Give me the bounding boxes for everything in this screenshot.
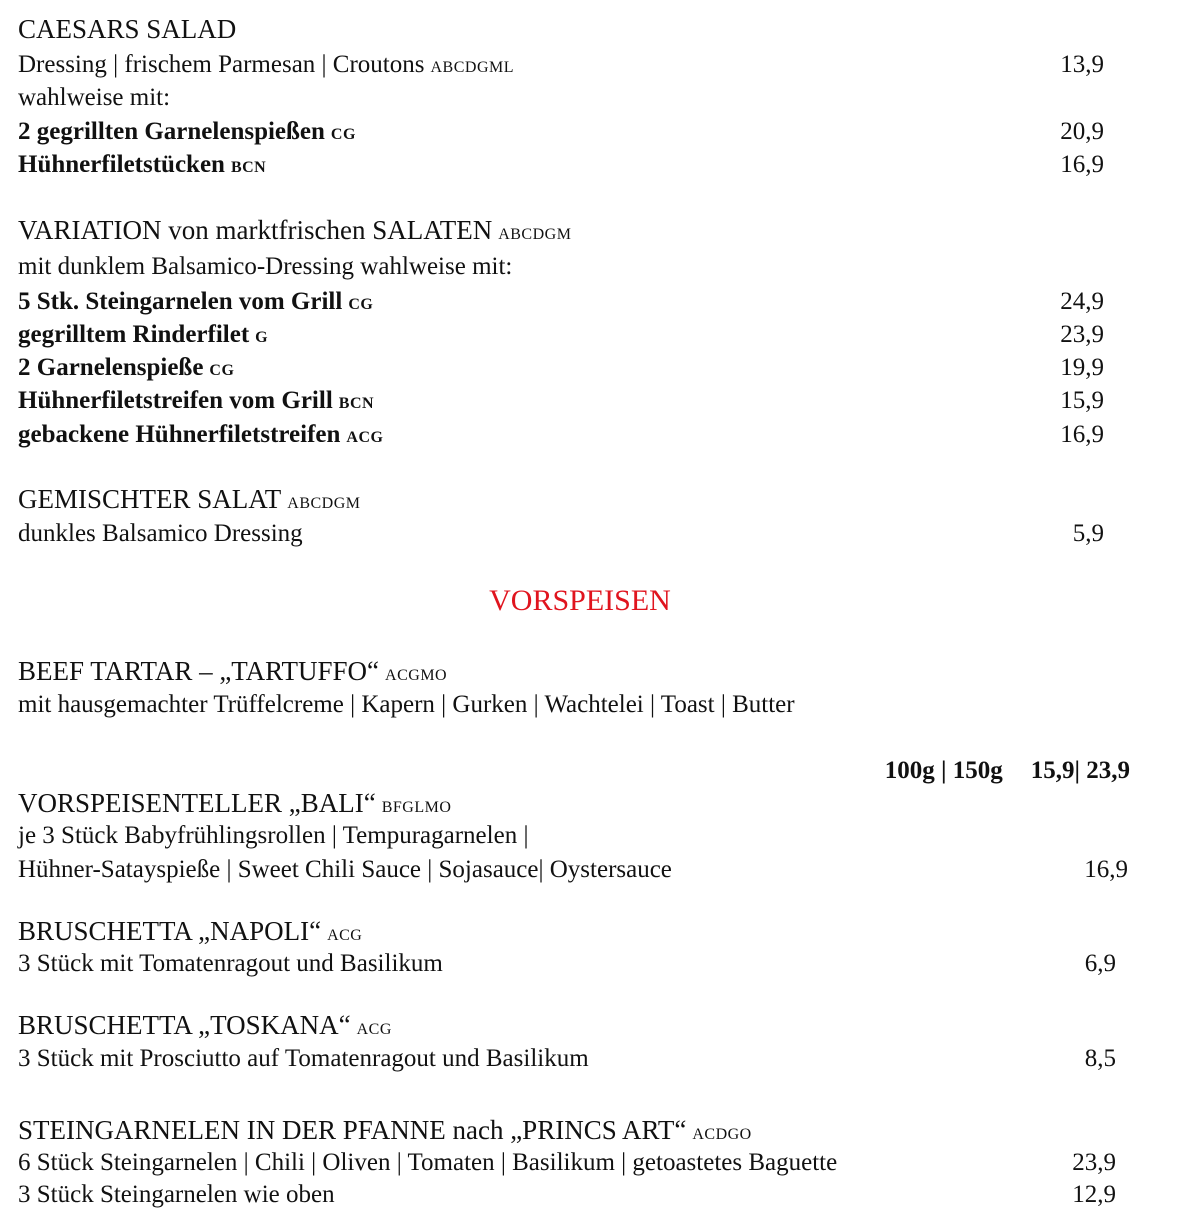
beef-tartar-portion-prices	[885, 756, 1130, 786]
caesar-option-garnelen-price: 20,9	[1060, 118, 1104, 145]
gemischter-salat-description: dunkles Balsamico Dressing	[18, 520, 303, 547]
allergen-codes: ABCDGM	[287, 495, 361, 512]
bruschetta-napoli-description: 3 Stück mit Tomatenragout und Basilikum	[18, 950, 443, 977]
bruschetta-toskana-title: BRUSCHETTA „TOSKANA“ ACG	[18, 1010, 392, 1040]
variation-option-garnelenspiesse: 2 Garnelenspieße CG	[18, 354, 235, 381]
allergen-codes: ACDGO	[692, 1126, 752, 1143]
allergen-codes: ACG	[327, 927, 363, 944]
allergen-codes: ABCDGML	[430, 59, 514, 76]
vorspeisenteller-bali-description-1: je 3 Stück Babyfrühlingsrollen | Tempuragarnelen |	[18, 822, 529, 849]
caesar-option-huehner: Hühnerfiletstücken BCN	[18, 151, 267, 178]
variation-option-rinderfilet: gegrilltem Rinderfilet G	[18, 321, 269, 348]
caesar-option-huehner-price: 16,9	[1060, 151, 1104, 178]
section-heading-vorspeisen: VORSPEISEN	[489, 584, 671, 617]
bruschetta-toskana-description: 3 Stück mit Prosciutto auf Tomatenragout und Basilikum	[18, 1045, 589, 1072]
allergen-codes: ACG	[346, 429, 384, 446]
gemischter-salat-title: GEMISCHTER SALAT ABCDGM	[18, 484, 361, 514]
bruschetta-napoli-title: BRUSCHETTA „NAPOLI“ ACG	[18, 916, 363, 946]
beef-tartar-portions: 100g | 150g	[884, 757, 1003, 784]
allergen-codes: BFGLMO	[381, 799, 452, 816]
allergen-codes: CG	[209, 362, 235, 379]
allergen-codes: ACGMO	[385, 667, 448, 684]
allergen-codes: CG	[330, 126, 356, 143]
caesar-salad-price: 13,9	[1060, 51, 1104, 78]
beef-tartar-description: mit hausgemachter Trüffelcreme | Kapern | Gurken | Wachtelei | Toast | Butter	[18, 691, 795, 718]
vorspeisenteller-bali-title: VORSPEISENTELLER „BALI“ BFGLMO	[18, 788, 452, 818]
caesar-salad-title: CAESARS SALAD	[18, 14, 237, 44]
steingarnelen-princs-description-1: 6 Stück Steingarnelen | Chili | Oliven | Tomaten | Basilikum | getoastetes Baguette	[18, 1149, 838, 1176]
variation-option-garnelenspiesse-price: 19,9	[1060, 354, 1104, 381]
caesar-salad-description: Dressing | frischem Parmesan | Croutons ABCDGML	[18, 51, 514, 78]
bruschetta-napoli-price: 6,9	[1084, 950, 1116, 977]
steingarnelen-princs-title: STEINGARNELEN IN DER PFANNE nach „PRINCS ART“ ACDGO	[18, 1115, 752, 1145]
allergen-codes: BCN	[230, 159, 267, 176]
allergen-codes: G	[255, 329, 269, 346]
caesar-option-intro: wahlweise mit:	[18, 84, 171, 111]
steingarnelen-princs-price-2: 12,9	[1072, 1181, 1116, 1208]
steingarnelen-princs-description-2: 3 Stück Steingarnelen wie oben	[18, 1181, 335, 1208]
variation-option-steingarnelen: 5 Stk. Steingarnelen vom Grill CG	[18, 288, 374, 315]
allergen-codes: ACG	[356, 1021, 392, 1038]
variation-option-huehner-gebacken-price: 16,9	[1060, 421, 1104, 448]
allergen-codes: ABCDGM	[498, 226, 572, 243]
variation-option-rinderfilet-price: 23,9	[1060, 321, 1104, 348]
beef-tartar-title: BEEF TARTAR – „TARTUFFO“ ACGMO	[18, 656, 448, 686]
allergen-codes: BCN	[338, 395, 375, 412]
vorspeisenteller-bali-price: 16,9	[1084, 856, 1128, 883]
variation-option-huehner-grill: Hühnerfiletstreifen vom Grill BCN	[18, 387, 375, 414]
caesar-option-garnelen: 2 gegrillten Garnelenspießen CG	[18, 118, 356, 145]
variation-salad-title: VARIATION von marktfrischen SALATEN ABCDGM	[18, 215, 572, 245]
allergen-codes: CG	[348, 296, 374, 313]
bruschetta-toskana-price: 8,5	[1084, 1045, 1116, 1072]
variation-option-steingarnelen-price: 24,9	[1060, 288, 1104, 315]
vorspeisenteller-bali-description-2: Hühner-Satayspieße | Sweet Chili Sauce | Sojasauce| Oystersauce	[18, 856, 672, 883]
variation-option-intro: mit dunklem Balsamico-Dressing wahlweise mit:	[18, 253, 513, 280]
steingarnelen-princs-price-1: 23,9	[1072, 1149, 1116, 1176]
gemischter-salat-price: 5,9	[1072, 520, 1104, 547]
variation-option-huehner-gebacken: gebackene Hühnerfiletstreifen ACG	[18, 421, 384, 448]
beef-tartar-prices: 15,9| 23,9	[1030, 757, 1130, 784]
variation-option-huehner-grill-price: 15,9	[1060, 387, 1104, 414]
